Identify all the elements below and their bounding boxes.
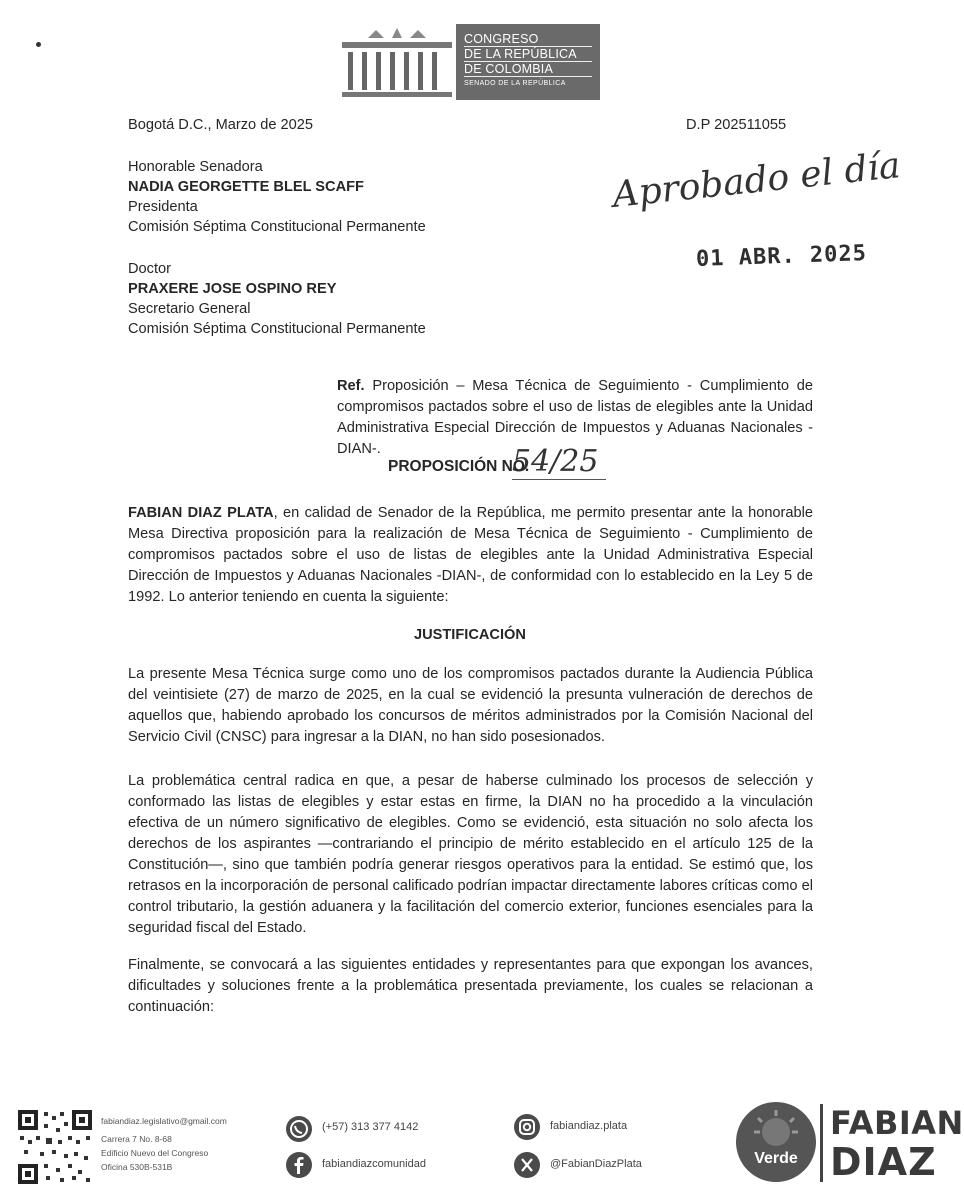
logo-text-panel	[456, 24, 600, 100]
closing-paragraph: Finalmente, se convocará a las siguientes entidades y representantes para que expongan los avances, dificultades y soluciones frente a la problemática presentada previamente, los cuales se relacionan a continuación:	[128, 957, 813, 1015]
footer-facebook: fabiandiazcomunidad	[322, 1158, 426, 1170]
recipient1-role: Presidenta	[128, 199, 198, 215]
document-number: D.P 202511055	[686, 117, 787, 133]
recipient1-title: Honorable Senadora	[128, 159, 263, 175]
scan-mark	[36, 42, 41, 47]
reference-text: Proposición – Mesa Técnica de Seguimiento - Cumplimiento de compromisos pactados sobre el uso de listas de elegibles ante la Unidad Administrativa Especial Dirección de Impuestos y Aduanas Nacionales -DIAN-.	[337, 378, 813, 457]
recipient1-name: NADIA GEORGETTE BLEL SCAFF	[128, 179, 364, 195]
place-date: Bogotá D.C., Marzo de 2025	[128, 117, 313, 133]
recipient2-commission: Comisión Séptima Constitucional Permanente	[128, 321, 426, 337]
whatsapp-icon	[286, 1116, 312, 1142]
footer-email: fabiandiaz.legislativo@gmail.com	[101, 1116, 227, 1126]
footer-address-1: Carrera 7 No. 8-68	[101, 1134, 172, 1144]
brand-first-name: FABIAN	[830, 1104, 964, 1142]
footer-address-2: Edificio Nuevo del Congreso	[101, 1148, 209, 1158]
section-title: JUSTIFICACIÓN	[414, 627, 526, 643]
intro-text: , en calidad de Senador de la República, me permito presentar ante la honorable Mesa Directiva proposición para la realización de Mesa Técnica de Seguimiento - Cumplimiento de compromisos pactados sobre el uso de listas de elegibles ante la Unidad Administrativa Especial Dirección de Impuestos y Aduanas Nacionales -DIAN-, de conformidad con lo establecido en la Ley 5 de 1992. Lo anterior teniendo en cuenta la siguiente:	[128, 505, 813, 605]
proposition-label: PROPOSICIÓN NO.	[388, 458, 530, 475]
party-name: Verde	[754, 1150, 798, 1167]
intro-paragraph	[128, 503, 813, 608]
footer-address-3: Oficina 530B-531B	[101, 1162, 173, 1172]
logo-line-3: DE COLOMBIA	[464, 62, 592, 77]
logo-line-1: CONGRESO	[464, 32, 592, 47]
footer-instagram: fabiandiaz.plata	[550, 1120, 628, 1132]
congress-logo	[338, 24, 600, 100]
brand-divider	[820, 1104, 823, 1182]
proposition-number-handwritten: 54/25	[512, 444, 606, 480]
justification-paragraph-2: La problemática central radica en que, a pesar de haberse culminado los procesos de selección y conformado las listas de elegibles y estar estas en firme, la DIAN no ha procedido a la vinculación efectiva de un número significativo de elegibles. Como se evidenció, esta situación no solo afecta los derechos de los aspirantes —contrariando el principio de mérito establecido en el artículo 125 de la Constitución—, sino que también podría generar riesgos operativos para la entidad. Se estimó que, los retrasos en la incorporación de personal calificado podrían impactar directamente labores críticas como el control tributario, la gestión aduanera y la facilitación del comercio exterior, funciones esenciales para la seguridad fiscal del Estado.	[128, 773, 813, 936]
recipient2-role: Secretario General	[128, 301, 251, 317]
qr-code-icon	[16, 1108, 94, 1186]
recipient2-title: Doctor	[128, 261, 171, 277]
handwritten-approval: Aprobado el día	[610, 145, 903, 216]
recipient1-commission: Comisión Séptima Constitucional Permanente	[128, 219, 426, 235]
senator-name: FABIAN DIAZ PLATA	[128, 505, 274, 521]
logo-subtitle: SENADO DE LA REPÚBLICA	[464, 80, 566, 87]
reference-label: Ref.	[337, 378, 365, 394]
logo-line-2: DE LA REPÚBLICA	[464, 47, 592, 62]
x-twitter-icon	[514, 1152, 540, 1178]
capitol-building-icon	[338, 24, 456, 100]
justification-paragraph-1: La presente Mesa Técnica surge como uno de los compromisos pactados durante la Audiencia Pública del veintisiete (27) de marzo de 2025, en la cual se evidenció la presunta vulneración de derechos de aquellos que, habiendo aprobado los concursos de méritos administrados por la Comisión Nacional del Servicio Civil (CNSC) para ingresar a la DIAN, no han sido posesionados.	[128, 666, 813, 745]
recipient2-name: PRAXERE JOSE OSPINO REY	[128, 281, 337, 297]
footer-phone: (+57) 313 377 4142	[322, 1121, 419, 1133]
brand-last-name: DIAZ	[830, 1140, 937, 1184]
instagram-icon	[514, 1114, 540, 1140]
received-date-stamp: 01 ABR. 2025	[695, 241, 868, 272]
facebook-icon	[286, 1152, 312, 1178]
footer-twitter: @FabianDiazPlata	[550, 1158, 642, 1170]
party-logo	[736, 1102, 816, 1182]
